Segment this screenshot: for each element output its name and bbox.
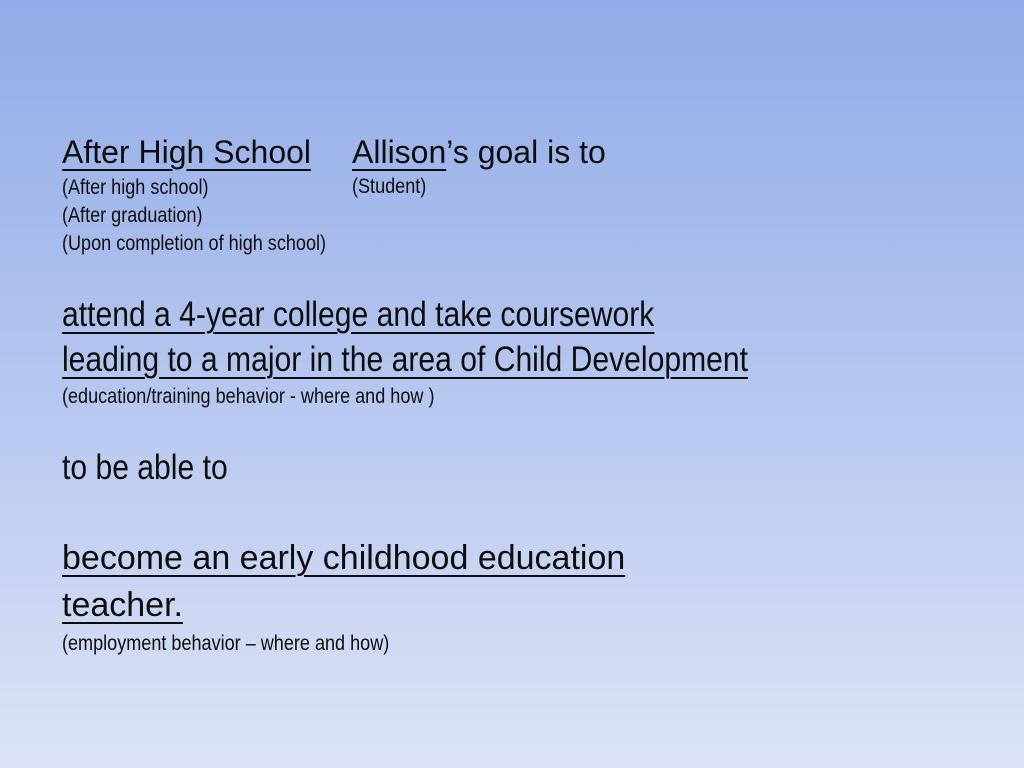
- section-gap-3: [62, 490, 992, 535]
- section-gap-1: [62, 257, 992, 292]
- education-goal-text-1: attend a 4-year college and take coursework: [62, 295, 655, 334]
- section-gap-2: [62, 410, 992, 445]
- heading-line: [62, 131, 992, 173]
- employment-goal-text-1: become an early childhood education: [62, 539, 626, 577]
- subject-alternative-3: (Upon completion of high school): [62, 232, 327, 255]
- subject-alternative-2: (After graduation): [62, 204, 203, 227]
- heading-subject-phrase: After High School: [62, 134, 312, 170]
- education-goal-line-2: [62, 337, 992, 382]
- employment-goal-line-2: [62, 582, 992, 629]
- education-goal-annotation-line: [62, 382, 992, 410]
- employment-goal-text-2: teacher.: [62, 586, 183, 624]
- subject-alternative-1: (After high school): [62, 176, 209, 199]
- student-label: (Student): [352, 175, 427, 198]
- heading-right-group: [352, 131, 606, 173]
- connector-line: [62, 445, 992, 490]
- qualifier-row-1: [62, 173, 992, 201]
- qualifier-row-2: [62, 201, 992, 229]
- education-goal-annotation: (education/training behavior - where and how ): [62, 385, 435, 408]
- goal-statement-block: [62, 131, 992, 657]
- connector-phrase: to be able to: [62, 448, 228, 487]
- employment-goal-line-1: [62, 535, 992, 582]
- student-name: Allison: [352, 134, 447, 170]
- qualifier-row-3: [62, 229, 992, 257]
- employment-goal-annotation-line: [62, 629, 992, 657]
- education-goal-line-1: [62, 292, 992, 337]
- heading-suffix: ’s goal is to: [446, 134, 606, 170]
- employment-goal-annotation: (employment behavior – where and how): [62, 632, 390, 655]
- education-goal-text-2: leading to a major in the area of Child Development: [62, 340, 749, 379]
